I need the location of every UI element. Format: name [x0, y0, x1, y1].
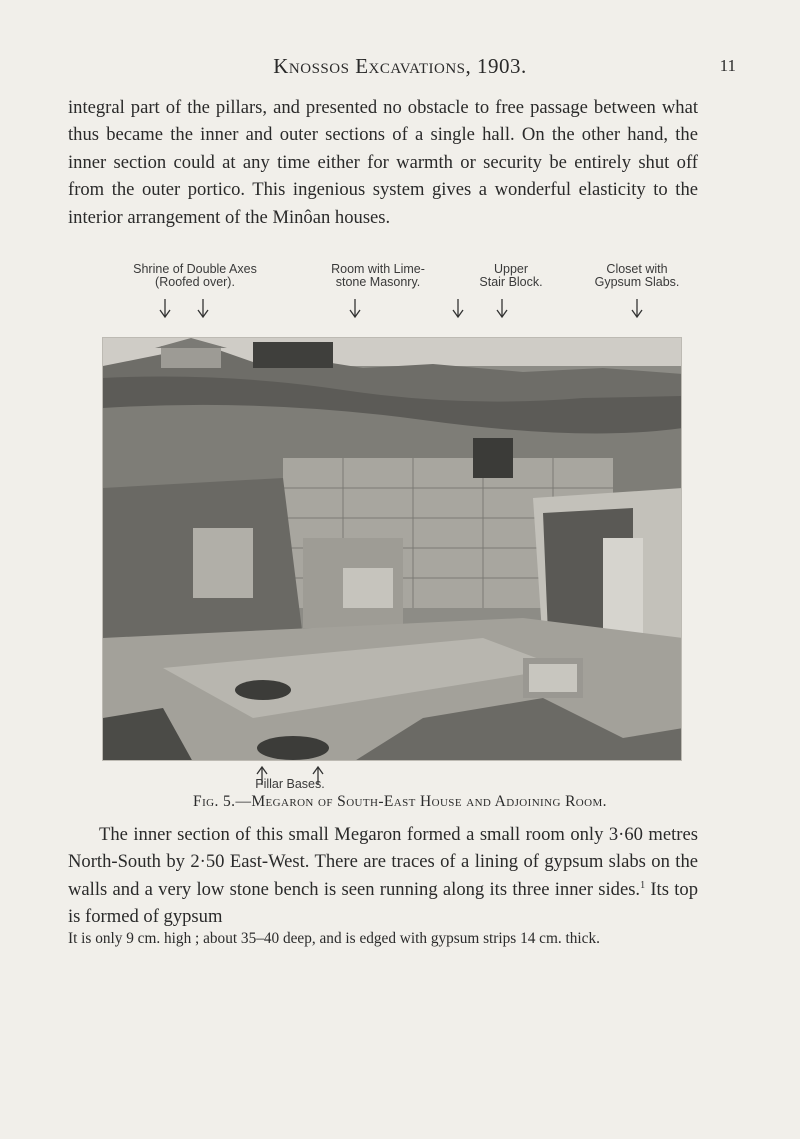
label-closet-line1: Closet with [606, 262, 668, 276]
body-paragraph-2-text: The inner section of this small Megaron formed a small room only 3·60 metres North-South by 2·50 East-West. There are traces of a lining of gypsum slabs on the walls and a very low stone bench is seen running along its three inner sides. [68, 824, 698, 900]
label-upper-line1: Upper [493, 262, 529, 276]
label-pillar-bases: Pillar Bases. [255, 777, 325, 791]
label-room [318, 263, 438, 289]
photo-illustration [103, 338, 682, 761]
arrow-down-icon [452, 299, 464, 319]
running-title: Knossos Excavations, 1903. [273, 54, 527, 78]
arrow-down-icon [349, 299, 361, 319]
label-shrine-line1: Shrine of Double Axes [133, 262, 257, 276]
figure-caption: Fig. 5.—Megaron of South-East House and Adjoining Room. [193, 793, 607, 810]
running-head [0, 54, 800, 84]
footnote-reference[interactable]: 1 [640, 879, 646, 891]
label-shrine-line2: (Roofed over). [155, 275, 235, 289]
body-paragraph-2-tail: Its top is formed of gypsum [68, 878, 698, 928]
footnote: It is only 9 cm. high ; about 35–40 deep, and is edged with gypsum strips 14 cm. thick. [68, 930, 600, 947]
excavation-photograph [102, 337, 682, 761]
arrow-down-icon [496, 299, 508, 319]
label-upper-stair [464, 263, 558, 289]
arrow-down-icon [631, 299, 643, 319]
body-paragraph-2 [68, 821, 698, 931]
label-room-line2: stone Masonry. [335, 275, 421, 289]
label-closet [584, 263, 690, 289]
label-upper-line2: Stair Block. [479, 275, 543, 289]
label-shrine [110, 263, 280, 289]
label-room-line1: Room with Lime- [331, 262, 425, 276]
label-closet-line2: Gypsum Slabs. [594, 275, 680, 289]
body-paragraph-1: integral part of the pillars, and presented no obstacle to free passage between what thus became the inner and outer sections of a single hall. On the other hand, the inner section could at any time either for warmth or security be entirely shut off from the outer portico. This ingenious system gives a wonderful elasticity to the interior arrangement of the Minôan houses. [68, 97, 698, 228]
arrow-down-icon [159, 299, 171, 319]
arrow-down-icon [197, 299, 209, 319]
page-number: 11 [719, 56, 736, 75]
